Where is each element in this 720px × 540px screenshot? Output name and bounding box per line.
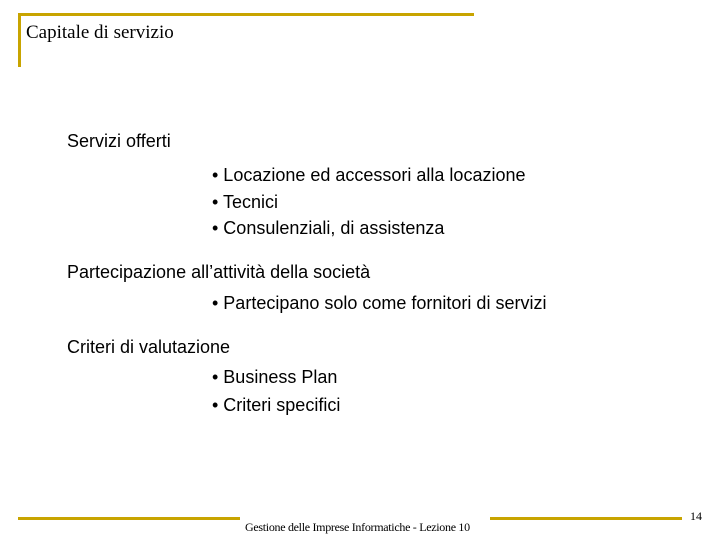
section-heading-criteri: Criteri di valutazione [67,337,231,357]
bullet-business-plan: • Business Plan [212,367,338,387]
title-accent-line-top [18,13,474,16]
bullet-locazione: • Locazione ed accessori alla locazione [212,165,526,185]
bullet-criteri-specifici: • Criteri specifici [212,395,341,415]
footer-accent-line-left [18,517,240,520]
bullet-consulenziali: • Consulenziali, di assistenza [212,218,445,238]
section-heading-partecipazione: Partecipazione all’attività della società [67,262,371,282]
section-heading-servizi: Servizi offerti [67,131,171,151]
bullet-fornitori: • Partecipano solo come fornitori di servizi [212,293,547,313]
footer-text: Gestione delle Imprese Informatiche - Lezione 10 [245,520,470,534]
title-accent-line-left [18,13,21,67]
page-number: 14 [690,509,702,523]
footer-accent-line-right [490,517,682,520]
bullet-tecnici: • Tecnici [212,192,278,212]
slide-title: Capitale di servizio [26,22,174,43]
